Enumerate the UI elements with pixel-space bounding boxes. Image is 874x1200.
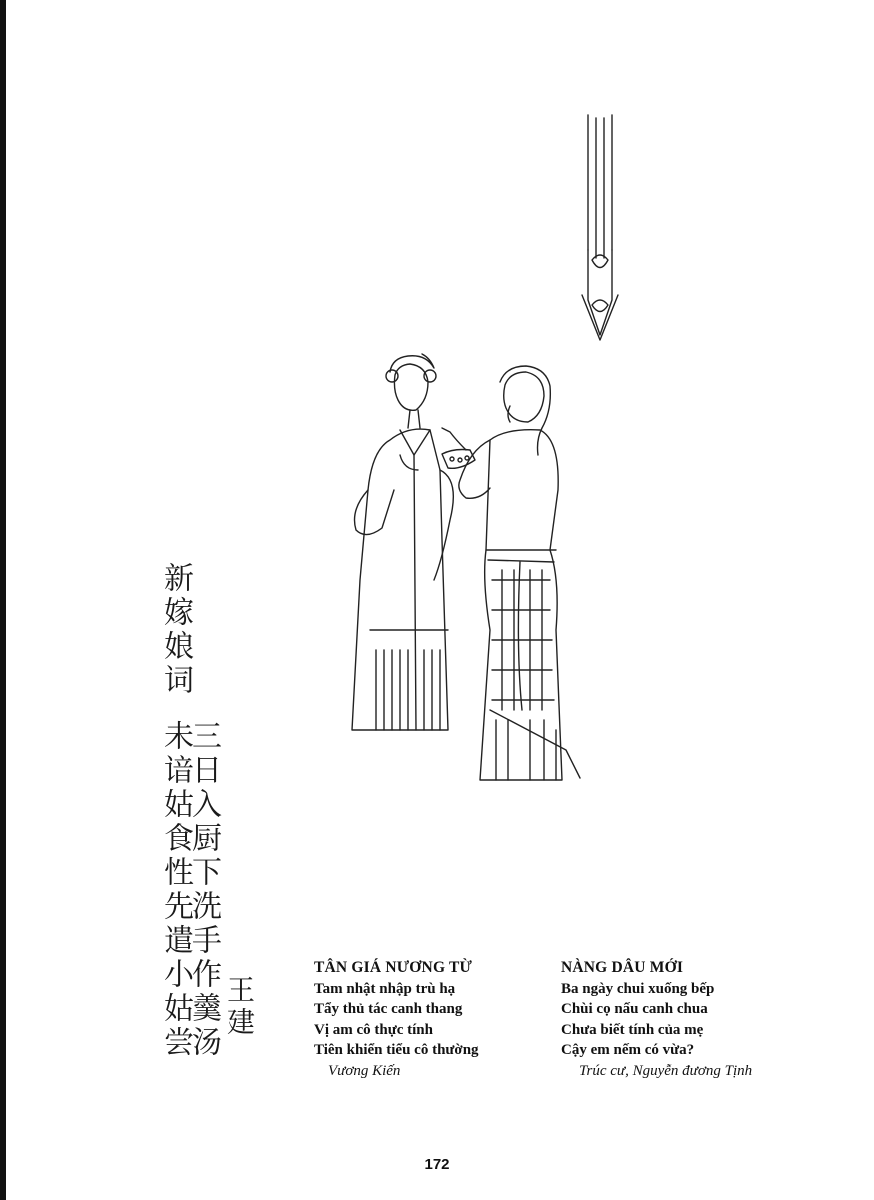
poem-left-line: Tiên khiển tiểu cô thường xyxy=(314,1042,479,1058)
poem-left-line: Vị am cô thực tính xyxy=(314,1021,433,1038)
page-left-edge xyxy=(0,0,6,1200)
poem-right-line: Chùi cọ nấu canh chua xyxy=(561,1001,708,1017)
chinese-poem-line-1: 三日入厨下洗手作羹汤 xyxy=(186,720,221,1060)
poem-left-title: TÂN GIÁ NƯƠNG TỪ xyxy=(314,959,473,976)
left-woman-figure xyxy=(352,354,475,730)
poem-left-line: Tẩy thủ tác canh thang xyxy=(314,1001,463,1017)
illustration-two-women xyxy=(330,110,630,800)
poem-right-line: Chưa biết tính của mẹ xyxy=(561,1021,704,1038)
chinese-poem-author: 王建 xyxy=(223,975,256,1039)
poem-right-line: Ba ngày chui xuống bếp xyxy=(561,980,715,997)
page-number: 172 xyxy=(424,1156,450,1173)
poem-left-line: Tam nhật nhập trù hạ xyxy=(314,980,456,997)
vietnamese-poem-transliteration xyxy=(314,958,479,1081)
right-woman-figure xyxy=(442,366,580,780)
poem-right-line: Cậy em nếm có vừa? xyxy=(561,1042,695,1058)
poem-right-title: NÀNG DÂU MỚI xyxy=(561,959,684,976)
poem-left-author: Vương Kiến xyxy=(328,1062,401,1079)
vietnamese-poem-translation xyxy=(561,958,752,1081)
chinese-poem-line-2: 未谙姑食性先遣小姑尝 xyxy=(158,720,193,1060)
poem-right-author: Trúc cư, Nguyễn đương Tịnh xyxy=(579,1062,753,1079)
hanging-tassel-icon xyxy=(582,115,618,340)
chinese-poem-title: 新嫁娘词 xyxy=(158,562,193,698)
